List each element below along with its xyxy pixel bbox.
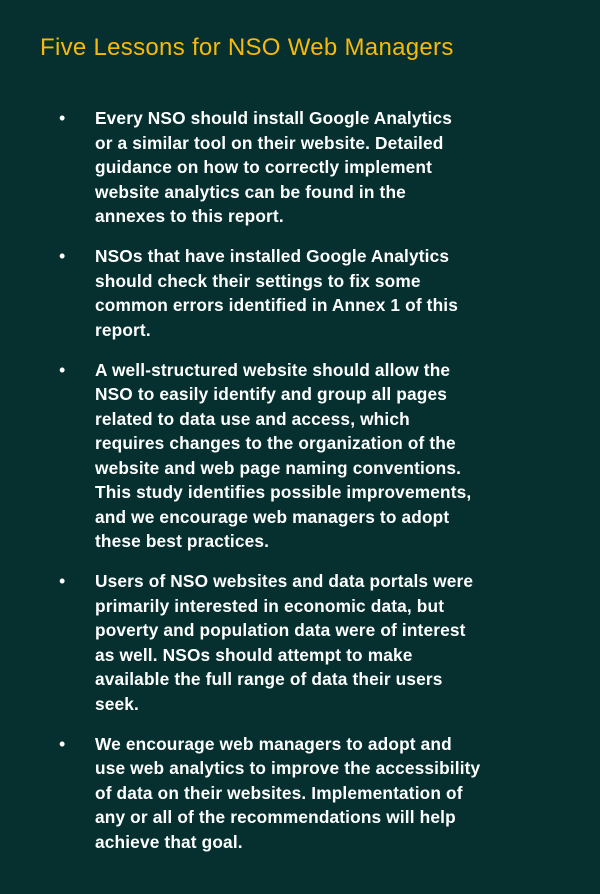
lesson-text-line: primarily interested in economic data, but	[95, 595, 445, 616]
lesson-text-line: annexes to this report.	[95, 206, 284, 226]
lesson-text-line: available the full range of data their users	[95, 669, 443, 689]
lesson-text-line: requires changes to the organization of the	[95, 433, 456, 453]
lesson-text-line: poverty and population data were of interest	[95, 620, 466, 640]
lesson-text-line: We encourage web managers to adopt and	[95, 733, 452, 754]
lesson-item	[0, 358, 480, 554]
lesson-item	[0, 106, 480, 229]
lesson-text-line: common errors identified in Annex 1 of this	[95, 295, 459, 315]
lesson-text-line: these best practices.	[95, 531, 270, 551]
lesson-text-line: seek.	[95, 693, 139, 714]
lesson-text-line: website and web page naming conventions.	[95, 457, 462, 478]
lesson-text-line: should check their settings to fix some	[95, 270, 421, 291]
lesson-text-line: related to data use and access, which	[95, 408, 410, 429]
bullet-icon: •	[59, 246, 66, 266]
lesson-text-line: Every NSO should install Google Analytics	[95, 108, 452, 128]
lesson-text-line: NSOs that have installed Google Analytics	[95, 246, 450, 266]
lesson-item	[0, 569, 480, 716]
lesson-text-line: any or all of the recommendations will help	[95, 807, 456, 827]
bullet-icon: •	[59, 108, 66, 128]
lesson-text-line: as well. NSOs should attempt to make	[95, 644, 413, 665]
bullet-icon: •	[59, 571, 66, 591]
lessons-list	[0, 106, 480, 870]
bullet-icon: •	[59, 733, 66, 754]
lesson-item	[0, 732, 480, 855]
lesson-text-line: achieve that goal.	[95, 831, 243, 852]
lesson-text-line: guidance on how to correctly implement	[95, 157, 432, 177]
lesson-text-line: of data on their websites. Implementation of	[95, 782, 463, 803]
bullet-icon: •	[59, 359, 66, 380]
lesson-text-line: use web analytics to improve the accessibility	[95, 758, 481, 778]
lesson-text-line: report.	[95, 319, 151, 340]
lesson-text-line: A well-structured website should allow the	[95, 359, 451, 380]
lesson-item	[0, 244, 480, 342]
lesson-text-line: or a similar tool on their website. Detailed	[95, 132, 444, 153]
lesson-text-line: NSO to easily identify and group all pages	[95, 384, 447, 404]
lesson-text-line: Users of NSO websites and data portals were	[95, 571, 474, 591]
lesson-text-line: This study identifies possible improvements,	[95, 482, 472, 502]
page-title: Five Lessons for NSO Web Managers	[40, 34, 454, 61]
lesson-text-line: website analytics can be found in the	[95, 181, 406, 202]
lesson-text-line: and we encourage web managers to adopt	[95, 506, 450, 527]
